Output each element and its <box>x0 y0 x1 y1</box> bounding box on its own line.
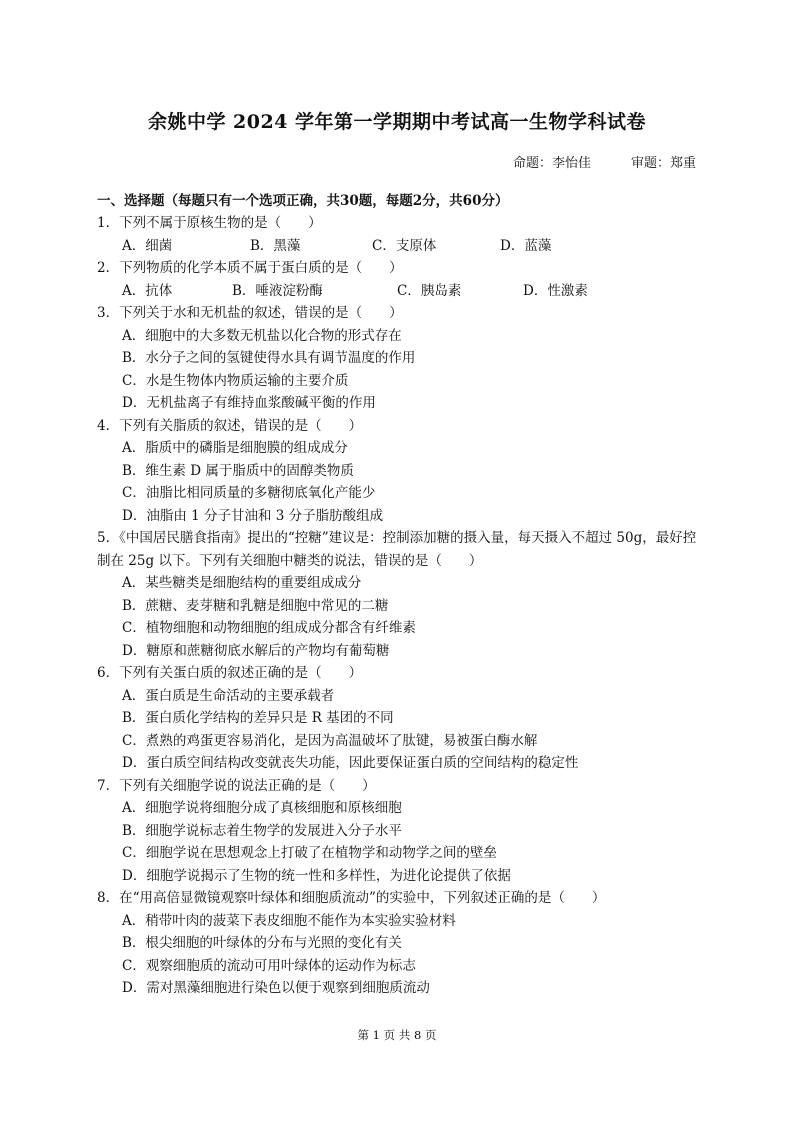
option-d: D．蓝藻 <box>500 237 552 254</box>
question-8 <box>97 887 702 1000</box>
option-b: B．唾液淀粉酶 <box>232 282 323 299</box>
option-d: D．需对黑藻细胞进行染色以便于观察到细胞质流动 <box>122 980 430 996</box>
option-a: A．稍带叶肉的菠菜下表皮细胞不能作为本实验实验材料 <box>122 912 456 929</box>
section-heading: 一、选择题（每题只有一个选项正确，共30题，每题2分，共60分） <box>97 193 509 209</box>
question-stem: 5．《中国居民膳食指南》提出的“控糖”建议是：控制添加糖的摄入量，每天摄入不超过 50g，最好控制在 25g 以下。下列有关细胞中糖类的说法，错误的是（ ） <box>97 530 697 569</box>
question-3 <box>97 302 702 415</box>
option-row <box>97 235 702 258</box>
question-stem: 4．下列有关脂质的叙述，错误的是（ ） <box>97 417 363 434</box>
option-c: C．煮熟的鸡蛋更容易消化，是因为高温破坏了肽键，易被蛋白酶水解 <box>122 732 538 749</box>
reviewer-label: 审题：郑重 <box>630 156 696 171</box>
option-b: B．蛋白质化学结构的差异只是 R 基团的不同 <box>122 710 394 726</box>
question-7 <box>97 775 702 888</box>
question-list <box>97 212 702 1000</box>
option-c: C．细胞学说在思想观念上打破了在植物学和动物学之间的壁垒 <box>122 845 497 861</box>
option-d: D．糖原和蔗糖彻底水解后的产物均有葡萄糖 <box>122 642 390 659</box>
option-d: D．油脂由 1 分子甘油和 3 分子脂肪酸组成 <box>122 507 384 524</box>
option-a: A．细胞学说将细胞分成了真核细胞和原核细胞 <box>122 800 402 816</box>
question-stem: 1．下列不属于原核生物的是（ ） <box>97 215 322 231</box>
option-d: D．蛋白质空间结构改变就丧失功能，因此要保证蛋白质的空间结构的稳定性 <box>122 755 579 771</box>
author-label: 命题：李怡佳 <box>512 156 591 171</box>
option-a: A．抗体 <box>122 282 173 299</box>
option-a: A．脂质中的磷脂是细胞膜的组成成分 <box>122 440 348 456</box>
option-b: B．黑藻 <box>250 237 301 254</box>
exam-title: 余姚中学 2024 学年第一学期期中考试高一生物学科试卷 <box>147 111 647 133</box>
option-b: B．细胞学说标志着生物学的发展进入分子水平 <box>122 822 402 839</box>
question-1 <box>97 212 702 257</box>
option-c: C．支原体 <box>372 237 437 254</box>
option-d: D．细胞学说揭示了生物的统一性和多样性，为进化论提供了依据 <box>122 867 511 884</box>
question-stem: 2．下列物质的化学本质不属于蛋白质的是（ ） <box>97 260 403 276</box>
exam-credits <box>513 152 696 171</box>
option-c: C．水是生物体内物质运输的主要介质 <box>122 372 349 389</box>
question-5 <box>97 527 702 662</box>
option-b: B．根尖细胞的叶绿体的分布与光照的变化有关 <box>122 935 402 951</box>
option-row <box>97 280 702 303</box>
option-b: B．水分子之间的氢键使得水具有调节温度的作用 <box>122 350 416 366</box>
option-a: A．某些糖类是细胞结构的重要组成成分 <box>122 575 362 591</box>
option-c: C．胰岛素 <box>397 282 462 299</box>
option-d: D．性激素 <box>523 282 588 299</box>
option-d: D．无机盐离子有维持血浆酸碱平衡的作用 <box>122 395 376 411</box>
question-stem: 8．在“用高倍显微镜观察叶绿体和细胞质流动”的实验中，下列叙述正确的是（ ） <box>97 890 606 906</box>
question-stem: 3．下列关于水和无机盐的叙述，错误的是（ ） <box>97 305 403 321</box>
question-stem: 7．下列有关细胞学说的说法正确的是（ ） <box>97 777 376 794</box>
option-b: B．蔗糖、麦芽糖和乳糖是细胞中常见的二糖 <box>122 597 389 614</box>
option-a: A．蛋白质是生命活动的主要承载者 <box>122 687 335 704</box>
question-stem: 6．下列有关蛋白质的叙述正确的是（ ） <box>97 665 363 681</box>
option-a: A．细菌 <box>122 237 173 254</box>
question-6 <box>97 662 702 775</box>
question-4 <box>97 415 702 528</box>
page-number: 第 1 页 共 8 页 <box>357 1028 437 1042</box>
option-c: C．油脂比相同质量的多糖彻底氧化产能少 <box>122 485 376 501</box>
option-c: C．植物细胞和动物细胞的组成成分都含有纤维素 <box>122 620 416 636</box>
option-c: C．观察细胞质的流动可用叶绿体的运动作为标志 <box>122 957 416 974</box>
option-b: B．维生素 D 属于脂质中的固醇类物质 <box>122 462 354 479</box>
question-2 <box>97 257 702 302</box>
option-a: A．细胞中的大多数无机盐以化合物的形式存在 <box>122 327 402 344</box>
